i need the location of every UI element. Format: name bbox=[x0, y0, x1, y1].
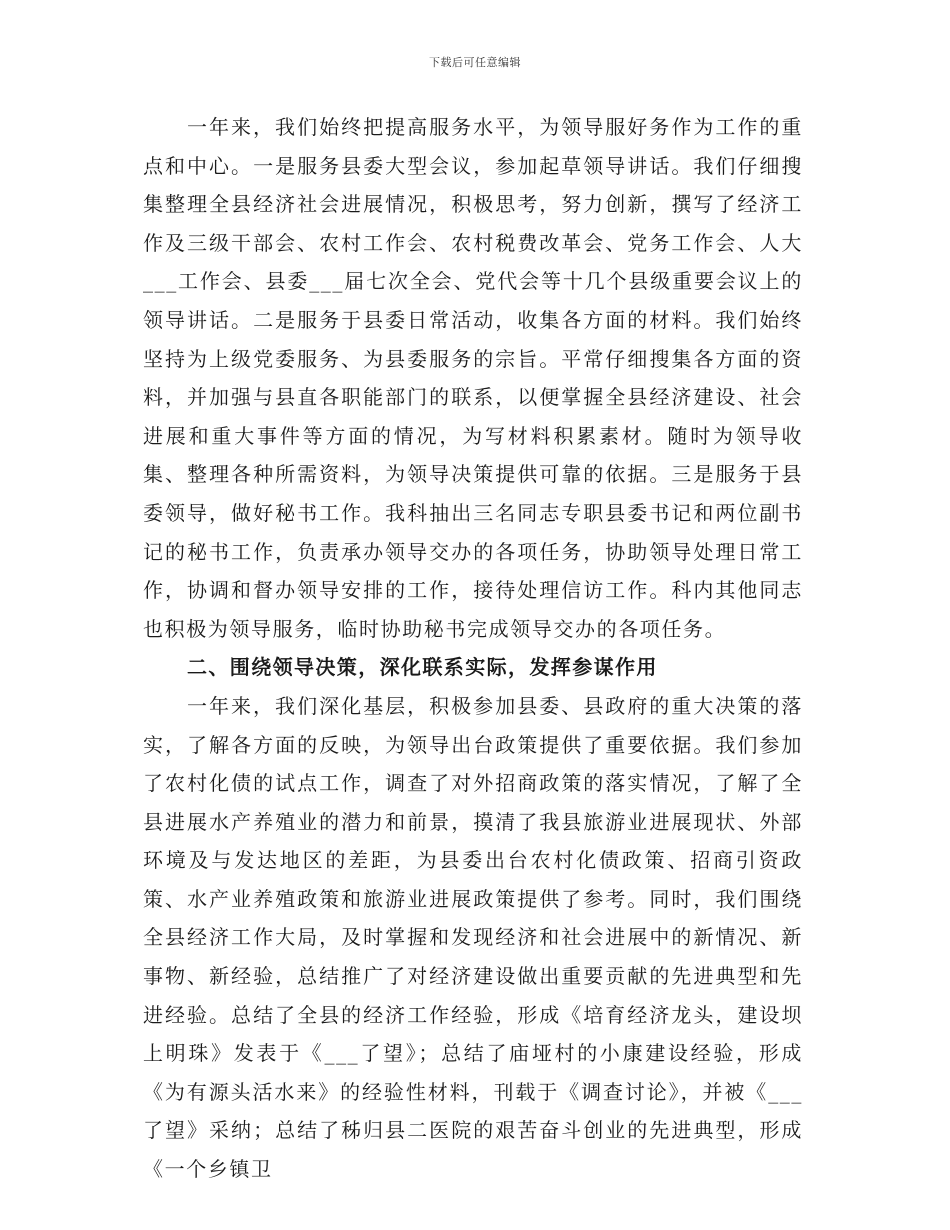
page-header: 下载后可任意编辑 bbox=[429, 56, 521, 69]
section-heading: 二、围绕领导决策，深化联系实际，发挥参谋作用 bbox=[187, 655, 658, 680]
body-paragraph: 一年来，我们始终把提高服务水平，为领导服好务作为工作的重点和中心。一是服务县委大型会议，参加起草领导讲话。我们仔细搜集整理全县经济社会进展情况，积极思考，努力创新，撰写了经济工作及三级干部会、农村工作会、农村税费改革会、党务工作会、人大___工作会、县委___届七次全会、党代会等十几个县级重要会议上的领导讲话。二是服务于县委日常活动，收集各方面的材料。我们始终坚持为上级党委服务、为县委服务的宗旨。平常仔细搜集各方面的资料，并加强与县直各职能部门的联系，以便掌握全县经济建设、社会进展和重大事件等方面的情况，为写材料积累素材。随时为领导收集、整理各种所需资料，为领导决策提供可靠的依据。三是服务于县委领导，做好秘书工作。我科抽出三名同志专职县委书记和两位副书记的秘书工作，负责承办领导交办的各项任务，协助领导处理日常工作，协调和督办领导安排的工作，接待处理信访工作。科内其他同志也积极为领导服务，临时协助秘书完成领导交办的各项任务。 bbox=[143, 115, 803, 641]
body-paragraph: 一年来，我们深化基层，积极参加县委、县政府的重大决策的落实，了解各方面的反映，为领导出台政策提供了重要依据。我们参加了农村化债的试点工作，调查了对外招商政策的落实情况，了解了全县进展水产养殖业的潜力和前景，摸清了我县旅游业进展现状、外部环境及与发达地区的差距，为县委出台农村化债政策、招商引资政策、水产业养殖政策和旅游业进展政策提供了参考。同时，我们围绕全县经济工作大局，及时掌握和发现经济和社会进展中的新情况、新事物、新经验，总结推广了对经济建设做出重要贡献的先进典型和先进经验。总结了全县的经济工作经验，形成《培育经济龙头，建设坝上明珠》发表于《___了望》；总结了庙垭村的小康建设经验，形成《为有源头活水来》的经验性材料，刊载于《调查讨论》，并被《___了望》采纳；总结了秭归县二医院的艰苦奋斗创业的先进典型，形成《一个乡镇卫 bbox=[143, 693, 803, 1182]
document-body bbox=[143, 108, 803, 1189]
